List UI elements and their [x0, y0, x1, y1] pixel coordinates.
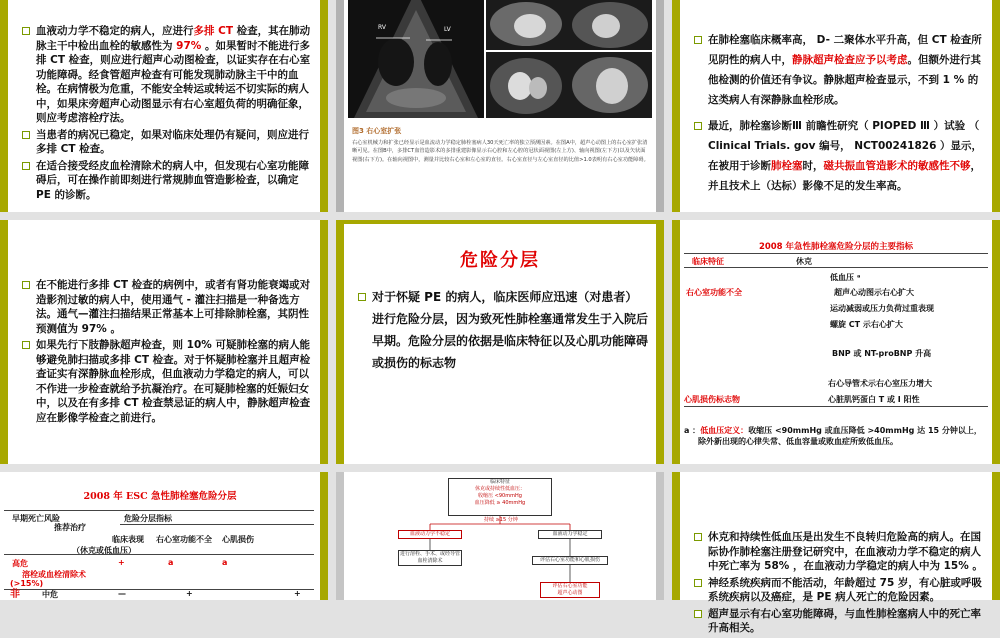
cell-rv-item: BNP 或 NT-proBNP 升高 — [832, 349, 932, 358]
cell-mid-clinical: — — [118, 589, 126, 598]
table-title: 2008 年急性肺栓塞危险分层的主要指标 — [758, 242, 914, 252]
slide-7 — [0, 472, 328, 600]
cell-rv-item: 右心导管术示右心室压力增大 — [828, 379, 932, 388]
slide-title: 危险分层 — [460, 250, 540, 271]
slide-accent-bar — [992, 472, 1000, 600]
figure-caption — [352, 126, 650, 164]
table-header-rule — [4, 554, 314, 555]
slide-accent-bar — [320, 220, 328, 464]
slide-accent-bar — [336, 220, 664, 224]
col-header-injury: 心肌损伤 — [222, 535, 254, 544]
slide-accent-bar — [0, 220, 8, 464]
bullet-list — [22, 278, 312, 427]
flow-box-title: 临床特征 — [489, 479, 510, 485]
flow-box-stable: 血液动力学稳定 — [538, 530, 602, 539]
slide-accent-bar — [320, 0, 328, 212]
footnote-marker: a ： — [684, 426, 701, 435]
cell-high-injury: a — [222, 558, 228, 567]
bullet-list — [22, 24, 312, 204]
text: 最近，肺栓塞诊断Ⅲ 前瞻性研究（ PIOPED Ⅲ ）试验 （ Clinical Trials. gov 编号， NCT00241826 ）显示，在被用于诊断 — [708, 120, 983, 172]
row-label-high: 高危 — [12, 559, 28, 568]
footnote-label: 低血压定义： — [700, 426, 749, 435]
flow-box-treatment: 进行溶栓、手术、或经导管血栓清除术 — [399, 551, 460, 564]
slide-9 — [672, 472, 1000, 634]
col-header-shock: 休克 — [796, 257, 812, 266]
slide-3 — [672, 0, 1000, 212]
bullet-item — [22, 159, 312, 203]
bullet-icon — [22, 162, 30, 170]
text: 时， — [802, 160, 824, 172]
text: 血液动力学不稳定的病人，应进行 — [36, 25, 194, 37]
text-highlight: 磁共振血管造影术的敏感性不够 — [823, 160, 971, 172]
footnote-text: 除外新出现的心律失常、低血容量或败血症所致低血压。 — [698, 437, 898, 446]
col-header-mortality: 早期死亡风险 — [12, 514, 60, 523]
table-footnote — [684, 425, 982, 436]
slide-accent-bar — [992, 0, 1000, 212]
bullet-item — [22, 24, 312, 126]
bullet-item — [22, 128, 312, 157]
text-highlight: 肺栓塞 — [771, 160, 803, 172]
col-header-clinical: 临床表现 — [112, 535, 144, 544]
flow-box-title: 评估右心室功能 — [552, 583, 588, 589]
slide-accent-bar — [672, 472, 680, 600]
ct-image-graphic — [486, 0, 652, 50]
slide-1 — [0, 0, 328, 212]
text: 在不能进行多排 CT 检查的病例中，或者有肾功能衰竭或对造影剂过敏的病人中，使用通气 - 灌注扫描是一种备选方法。通气—灌注扫描结果正常基本上可排除肺栓塞，其阴性预测值为 97% 。 — [36, 279, 311, 335]
text: 如果先行下肢静脉超声检查，则 10% 可疑肺栓塞的病人能够避免肺扫描或多排 CT 检查。对于怀疑肺栓塞并且超声检查证实有深静脉血栓形成，但血液动力学稳定的病人，可以不作进一步检查就给予抗凝治疗。在可疑肺栓塞的妊娠妇女中，以及在有多排 CT 检查禁忌证的病人中，静脉超声检查应在影像学检查之前进行。 — [36, 339, 311, 424]
footnote-text: 收缩压 <90mmHg 或血压降低 >40mmHg 达 15 分钟以上， — [748, 426, 982, 435]
bullet-icon — [694, 122, 702, 130]
bullet-icon — [358, 293, 366, 301]
slide-accent-bar — [320, 472, 328, 600]
text: 。如果暂时不能进行多排 CT 检查，则应进行超声心动图检查，以证实存在右心室功能障碍。经食管超声检查有可能发现肺动脉主干中的血栓。在病情极为危重，不能安全转运或转运不切实际的病人中，如果床旁超声心动图显示有右心室超负荷的明确征象，则应考虑溶栓疗法。 — [36, 39, 311, 124]
text: 对于怀疑 PE 的病人，临床医师应迅速（对患者）进行危险分层，因为致死性肺栓塞通常发生于入院后早期。危险分层的依据是临床特征以及心肌功能障碍或损伤的标志物 — [372, 290, 649, 370]
bullet-item — [694, 30, 984, 110]
row-label-non-high: 非 — [10, 589, 20, 600]
slide-4 — [0, 220, 328, 464]
bullet-list — [694, 530, 984, 638]
figure-title: 图3 右心室扩张 — [352, 127, 402, 135]
text: 当患者的病况已稳定，如果对临床处理仍有疑问，则应进行多排 CT 检查。 — [36, 128, 309, 155]
table-header-rule — [4, 510, 314, 511]
text-highlight: 静脉超声检查应予以考虑 — [792, 54, 908, 66]
flow-box-assessment: 评估右心室功能和心肌损伤 — [532, 556, 608, 565]
bullet-icon — [22, 27, 30, 35]
bullet-list — [694, 30, 984, 198]
text: 。但额外进行其他检测的价值还有争议。静脉超声检查显示，不到 1 % 的这类病人有深静脉血栓形成。 — [708, 54, 981, 106]
bullet-item — [358, 286, 648, 374]
slide-accent-bar — [336, 0, 344, 212]
cell-high-rv: a — [168, 558, 174, 567]
slide-2 — [336, 0, 664, 212]
text-highlight: 97% — [176, 39, 202, 52]
figure-caption-text: 右心室机械力和扩张已经显示是血流动力学稳定肺栓塞病人30天死亡率的独立预测因素。在图A中，超声心动图上的右心室扩张清晰可见。在图B中，多排CT血管造影术的多排重建影像显示右心腔和左心腔的冠状面视图(左上方)、轴向视图(左下方)以及矢状面视图(右下方)。在轴向视图中，测量并比较右心室和左心室的直径。右心室直径与左心室直径的比值>1.0表明有右心室功能障碍。 — [352, 140, 649, 163]
flow-box-line: 收缩压 <90mmHg — [478, 493, 522, 499]
text-highlight: 多排 CT — [193, 25, 234, 37]
slide-accent-bar — [992, 220, 1000, 464]
cell-rv-item: 运动减弱或压力负荷过重表现 — [830, 304, 934, 313]
bullet-icon — [694, 36, 702, 44]
slide-accent-bar — [672, 220, 680, 464]
text: 在适合接受经皮血栓清除术的病人中，但发现右心室功能障碍后，可在操作前即刻进行常规肺血管造影检查，以确定 PE 的诊断。 — [36, 159, 309, 201]
bullet-icon — [694, 610, 702, 618]
ct-image-bottom — [486, 52, 652, 118]
text: 检查，其在肺动脉主干中检出血栓的敏感性为 — [36, 25, 311, 52]
flow-box-line: 休克或持续性低血压： — [474, 486, 525, 492]
cell-rv-item: 螺旋 CT 示右心扩大 — [830, 320, 903, 329]
bullet-icon — [22, 341, 30, 349]
echo-image — [348, 0, 484, 118]
table-header-rule — [684, 253, 988, 254]
text: 休克和持续性低血压是出发生不良转归危险高的病人。在国际协作肺栓塞注册登记研究中，在血液动力学不稳定的病人中死亡率为 58% ，在血液动力学稳定的病人中为 15% 。 — [708, 531, 983, 572]
table-header-rule — [684, 267, 988, 268]
col-header-clinical: 临床特征 — [692, 257, 724, 266]
flow-box-line: 持续 ≥15 分钟 — [484, 517, 518, 523]
flow-box-rv — [540, 582, 600, 598]
flow-box-unstable: 血液动力学不稳定 — [398, 530, 462, 539]
table-footer-rule — [684, 406, 988, 407]
echo-image-graphic — [348, 0, 484, 118]
table-title: 2008 年 ESC 急性肺栓塞危险分层 — [83, 491, 237, 502]
row-label-injury: 心肌损伤标志物 — [684, 395, 740, 404]
text: 超声显示有右心室功能障碍，与血性肺栓塞病人中的死亡率升高相关。 — [708, 607, 981, 634]
col-header-clinical-sub: （休克或低血压） — [72, 546, 136, 555]
row-label-rv: 右心室功能不全 — [686, 288, 742, 297]
bullet-item — [694, 530, 984, 574]
lv-label: LV — [444, 26, 451, 33]
text: 在肺栓塞临床概率高， D- 二聚体水平升高，但 CT 检查所见阴性的病人中， — [708, 34, 982, 66]
slide-5 — [336, 220, 664, 464]
table-header-rule — [120, 524, 314, 525]
bullet-icon — [694, 579, 702, 587]
slide-accent-bar — [0, 0, 8, 212]
bullet-item — [694, 576, 984, 605]
slide-8 — [336, 472, 664, 600]
ct-image-top — [486, 0, 652, 50]
text: 神经系统疾病而不能活动，年龄超过 75 岁，有心脏或呼吸系统疾病以及癌症，是 PE 病人死亡的危险因素。 — [708, 576, 982, 603]
slide-accent-bar — [672, 0, 680, 212]
cell-injury-item: 心脏肌钙蛋白 T 或 I 阳性 — [828, 395, 920, 404]
cell-high-percent: (>15%) — [10, 579, 44, 588]
bullet-item — [22, 278, 312, 336]
ct-image-graphic — [486, 52, 652, 118]
bullet-list — [358, 286, 648, 376]
bullet-item — [22, 338, 312, 425]
bullet-item — [694, 607, 984, 636]
cell-mid-injury: + — [294, 589, 301, 598]
cell-hypotension: 低血压 ᵃ — [830, 273, 861, 282]
bullet-item — [694, 116, 984, 196]
rv-label: RV — [378, 24, 386, 31]
bullet-icon — [694, 533, 702, 541]
flow-box-line: 超声心动图 — [557, 590, 583, 596]
bullet-icon — [22, 281, 30, 289]
text: ，并且技术上（达标）影像不足的发生率高。 — [708, 160, 981, 192]
cell-mid-rv: + — [186, 589, 193, 598]
flow-box-clinical — [448, 478, 552, 516]
cell-rv-item: 超声心动图示右心扩大 — [834, 288, 914, 297]
cell-high-treatment: 溶栓或血栓清除术 — [22, 570, 86, 579]
row-label-mid: 中危 — [42, 590, 58, 599]
col-header-treatment: 推荐治疗 — [54, 523, 86, 532]
col-header-rv: 右心室功能不全 — [156, 535, 212, 544]
slide-accent-bar — [656, 0, 664, 212]
slide-6 — [672, 220, 1000, 464]
bullet-icon — [22, 131, 30, 139]
col-header-indicators: 危险分层指标 — [124, 514, 172, 523]
cell-high-clinical: + — [118, 558, 125, 567]
flow-box-line: 血压降低 ≥ 40mmHg — [474, 500, 526, 506]
